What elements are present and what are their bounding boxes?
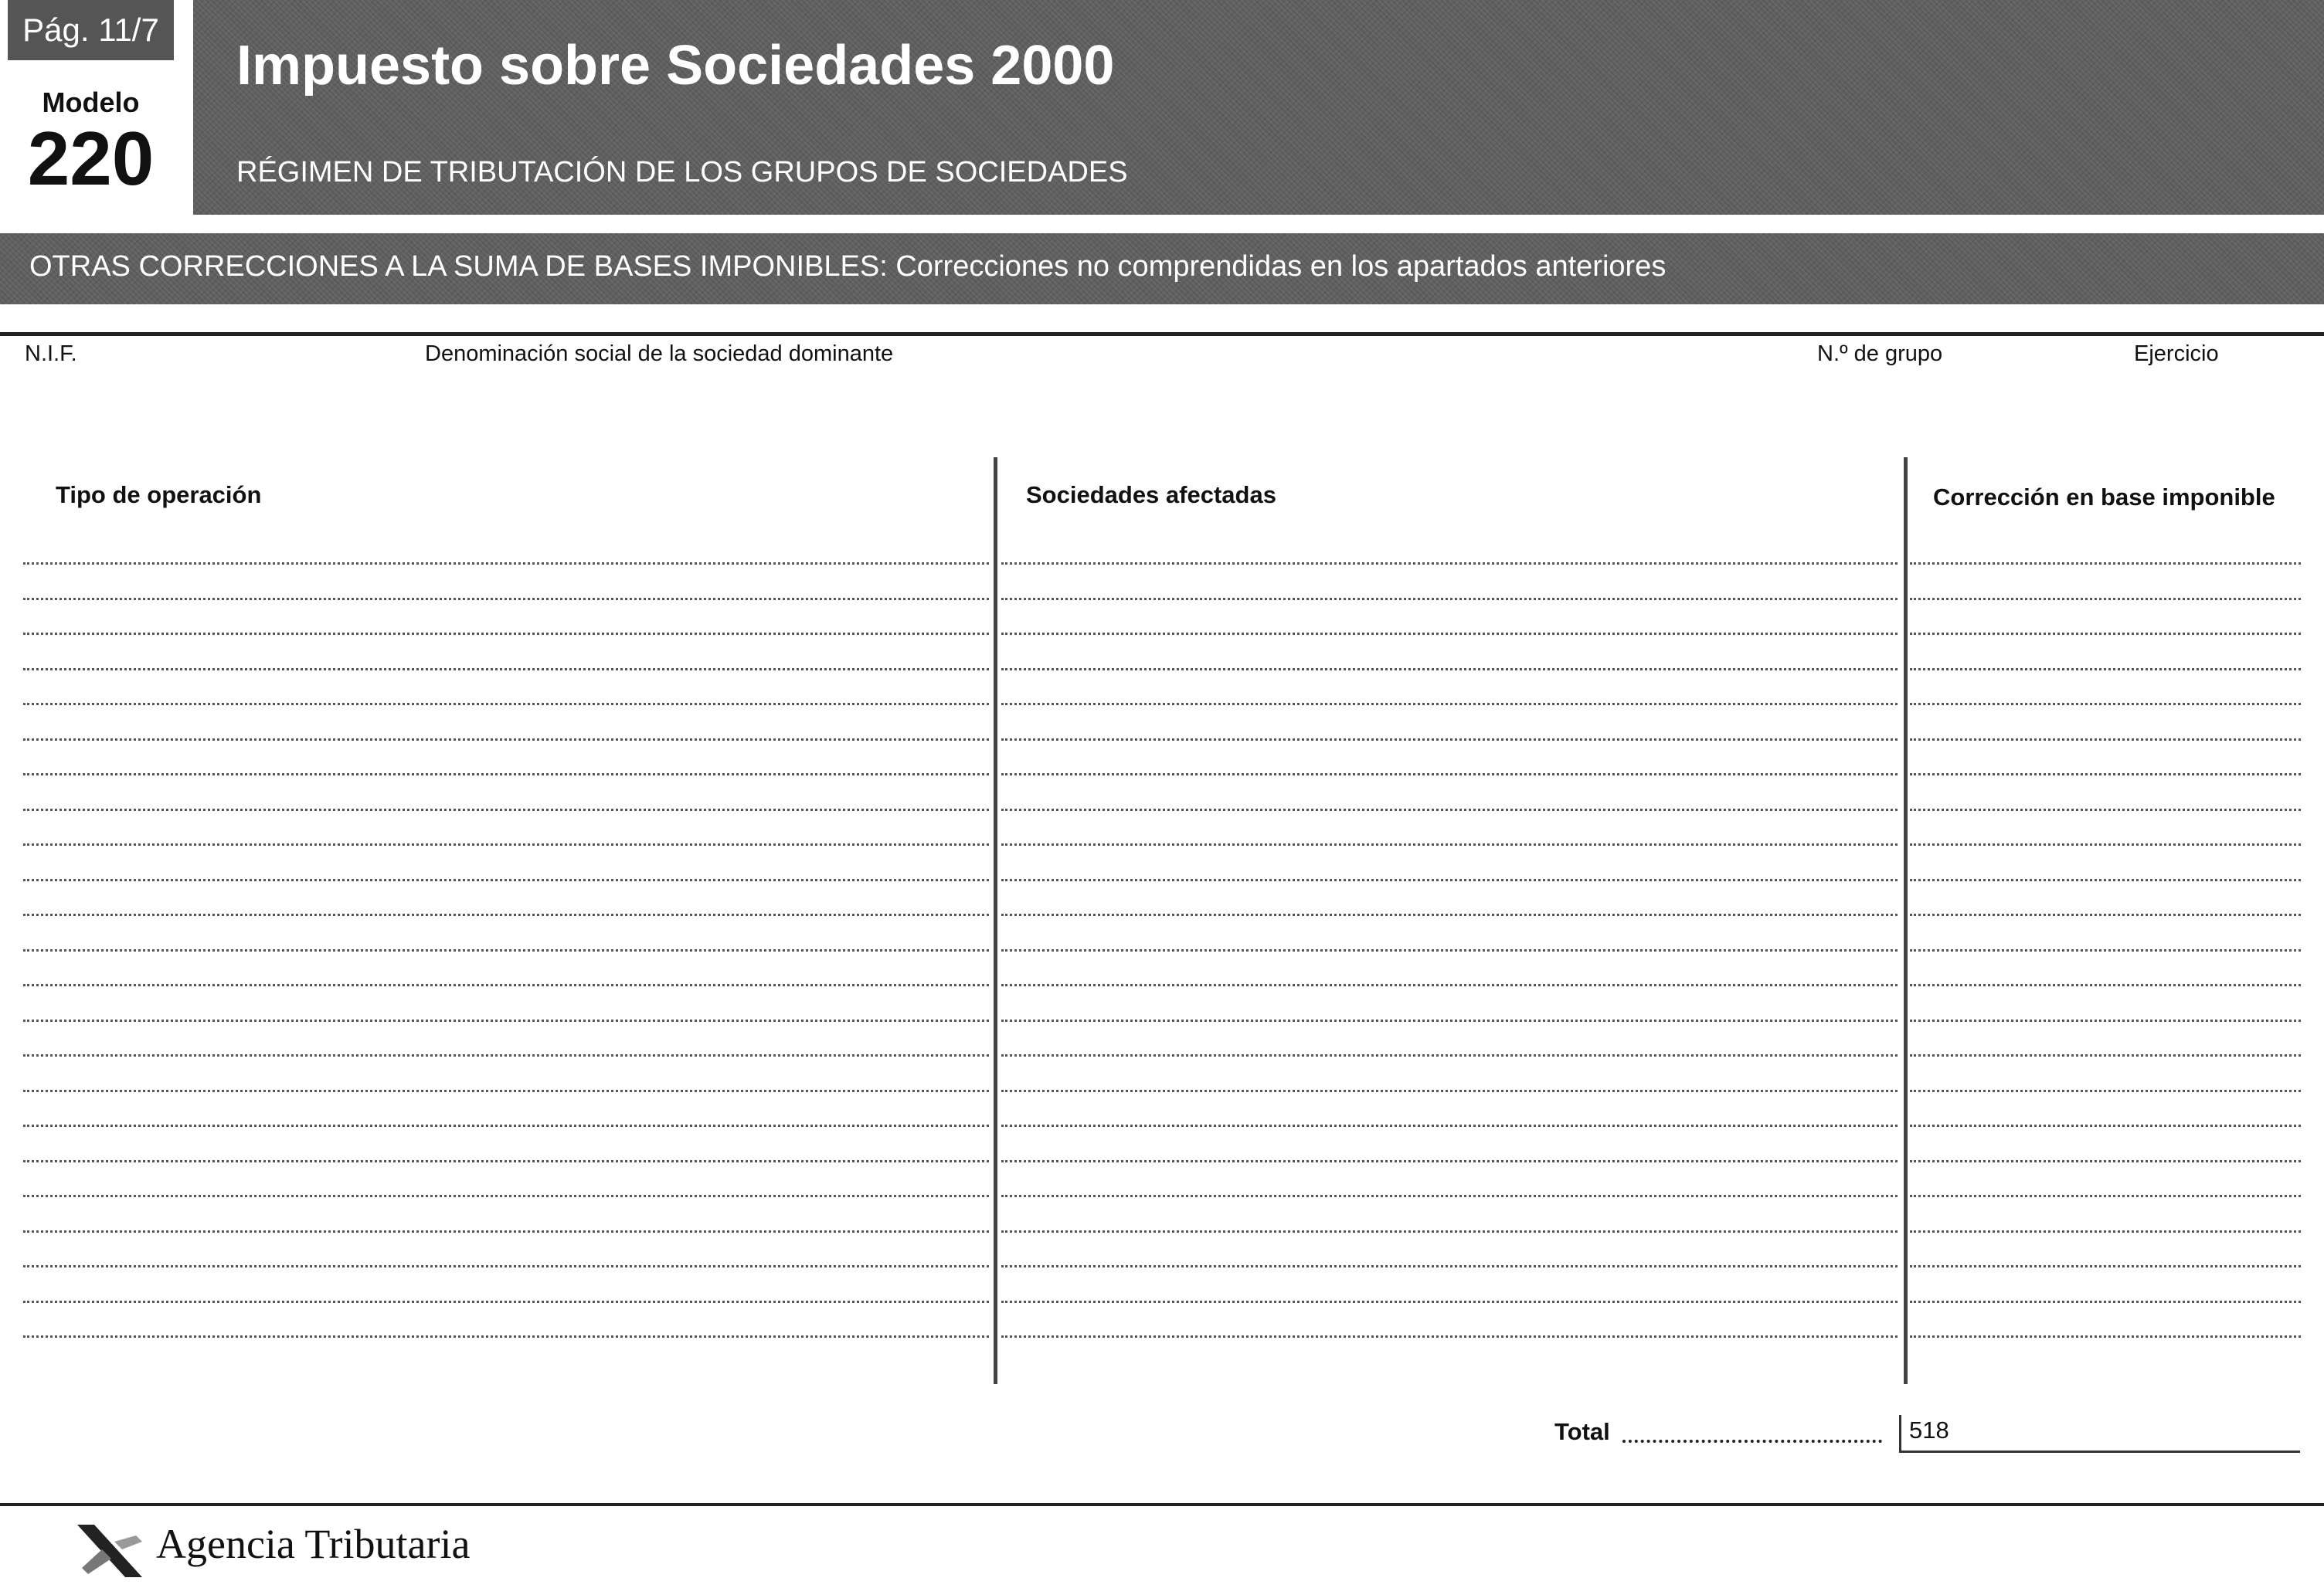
correccion-base-cell[interactable] <box>1910 668 2301 670</box>
sociedades-afectadas-cell[interactable] <box>1001 914 1898 916</box>
sociedades-afectadas-cell[interactable] <box>1001 949 1898 952</box>
document-title: Impuesto sobre Sociedades 2000 <box>236 35 1115 97</box>
tipo-operacion-cell[interactable] <box>23 773 989 775</box>
sociedades-afectadas-cell[interactable] <box>1001 598 1898 600</box>
sociedades-afectadas-cell[interactable] <box>1001 773 1898 775</box>
sociedades-afectadas-cell[interactable] <box>1001 1195 1898 1197</box>
correccion-base-cell[interactable] <box>1910 949 2301 952</box>
ejercicio-label: Ejercicio <box>2134 341 2219 366</box>
correccion-base-cell[interactable] <box>1910 598 2301 600</box>
tipo-operacion-cell[interactable] <box>23 914 989 916</box>
tipo-operacion-cell[interactable] <box>23 843 989 846</box>
tipo-operacion-cell[interactable] <box>23 633 989 635</box>
correccion-base-cell[interactable] <box>1910 914 2301 916</box>
column-header-tipo-operacion: Tipo de operación <box>56 481 262 508</box>
tipo-operacion-cell[interactable] <box>23 562 989 565</box>
correccion-base-cell[interactable] <box>1910 843 2301 846</box>
sociedades-afectadas-cell[interactable] <box>1001 562 1898 565</box>
tipo-operacion-cell[interactable] <box>23 1125 989 1127</box>
column-header-correccion-base: Corrección en base imponible <box>1933 484 2275 511</box>
grupo-label: N.º de grupo <box>1817 341 1943 366</box>
correccion-base-cell[interactable] <box>1910 703 2301 705</box>
correccion-base-cell[interactable] <box>1910 1090 2301 1092</box>
tipo-operacion-cell[interactable] <box>23 1160 989 1162</box>
tipo-operacion-cell[interactable] <box>23 949 989 952</box>
tipo-operacion-cell[interactable] <box>23 809 989 811</box>
sociedades-afectadas-cell[interactable] <box>1001 843 1898 846</box>
correccion-base-cell[interactable] <box>1910 1301 2301 1303</box>
tipo-operacion-cell[interactable] <box>23 738 989 741</box>
total-field[interactable] <box>1899 1415 2300 1453</box>
correccion-base-cell[interactable] <box>1910 1230 2301 1233</box>
total-value: 518 <box>1909 1417 1949 1444</box>
column-divider <box>994 457 997 1384</box>
sociedades-afectadas-cell[interactable] <box>1001 879 1898 881</box>
tipo-operacion-cell[interactable] <box>23 1335 989 1338</box>
correccion-base-cell[interactable] <box>1910 738 2301 741</box>
correccion-base-cell[interactable] <box>1910 1160 2301 1162</box>
nif-label: N.I.F. <box>25 341 77 366</box>
title-band <box>193 0 2324 215</box>
sociedades-afectadas-cell[interactable] <box>1001 1230 1898 1233</box>
correccion-base-cell[interactable] <box>1910 1195 2301 1197</box>
page-number-tag: Pág. 11/7 <box>8 0 174 60</box>
tipo-operacion-cell[interactable] <box>23 1054 989 1057</box>
bottom-rule <box>0 1503 2324 1506</box>
sociedades-afectadas-cell[interactable] <box>1001 984 1898 986</box>
total-label: Total <box>1554 1418 1610 1445</box>
correccion-base-cell[interactable] <box>1910 984 2301 986</box>
tipo-operacion-cell[interactable] <box>23 1090 989 1092</box>
sociedades-afectadas-cell[interactable] <box>1001 1090 1898 1092</box>
correccion-base-cell[interactable] <box>1910 1335 2301 1338</box>
tipo-operacion-cell[interactable] <box>23 1195 989 1197</box>
tipo-operacion-cell[interactable] <box>23 984 989 986</box>
modelo-box <box>8 60 174 215</box>
tipo-operacion-cell[interactable] <box>23 879 989 881</box>
sociedades-afectadas-cell[interactable] <box>1001 809 1898 811</box>
tipo-operacion-cell[interactable] <box>23 598 989 600</box>
sociedades-afectadas-cell[interactable] <box>1001 1020 1898 1022</box>
tipo-operacion-cell[interactable] <box>23 1020 989 1022</box>
total-leader-dots <box>1622 1440 1882 1443</box>
modelo-number: 220 <box>27 116 155 201</box>
tipo-operacion-cell[interactable] <box>23 1265 989 1267</box>
agencia-tributaria-logo <box>71 1518 148 1580</box>
sociedades-afectadas-cell[interactable] <box>1001 1335 1898 1338</box>
sociedades-afectadas-cell[interactable] <box>1001 703 1898 705</box>
tipo-operacion-cell[interactable] <box>23 1301 989 1303</box>
correccion-base-cell[interactable] <box>1910 879 2301 881</box>
tipo-operacion-cell[interactable] <box>23 668 989 670</box>
correccion-base-cell[interactable] <box>1910 633 2301 635</box>
sociedades-afectadas-cell[interactable] <box>1001 668 1898 670</box>
correccion-base-cell[interactable] <box>1910 773 2301 775</box>
correccion-base-cell[interactable] <box>1910 809 2301 811</box>
document-subtitle: RÉGIMEN DE TRIBUTACIÓN DE LOS GRUPOS DE SOCIEDADES <box>236 156 1128 188</box>
sociedades-afectadas-cell[interactable] <box>1001 1301 1898 1303</box>
correccion-base-cell[interactable] <box>1910 1054 2301 1057</box>
sociedades-afectadas-cell[interactable] <box>1001 738 1898 741</box>
correccion-base-cell[interactable] <box>1910 562 2301 565</box>
tipo-operacion-cell[interactable] <box>23 703 989 705</box>
sociedades-afectadas-cell[interactable] <box>1001 1054 1898 1057</box>
denominacion-label: Denominación social de la sociedad dominante <box>425 341 894 366</box>
modelo-label: Modelo <box>42 87 140 118</box>
tipo-operacion-cell[interactable] <box>23 1230 989 1233</box>
column-divider <box>1904 457 1908 1384</box>
top-rule <box>0 332 2324 336</box>
section-band <box>0 233 2324 304</box>
correccion-base-cell[interactable] <box>1910 1265 2301 1267</box>
correccion-base-cell[interactable] <box>1910 1125 2301 1127</box>
sociedades-afectadas-cell[interactable] <box>1001 1125 1898 1127</box>
correccion-base-cell[interactable] <box>1910 1020 2301 1022</box>
sociedades-afectadas-cell[interactable] <box>1001 1160 1898 1162</box>
sociedades-afectadas-cell[interactable] <box>1001 1265 1898 1267</box>
section-title: OTRAS CORRECCIONES A LA SUMA DE BASES IMPONIBLES: Correcciones no comprendidas en los apartados anteriores <box>29 250 1667 283</box>
agency-name: Agencia Tributaria <box>156 1521 471 1567</box>
column-header-sociedades-afectadas: Sociedades afectadas <box>1026 481 1276 508</box>
sociedades-afectadas-cell[interactable] <box>1001 633 1898 635</box>
